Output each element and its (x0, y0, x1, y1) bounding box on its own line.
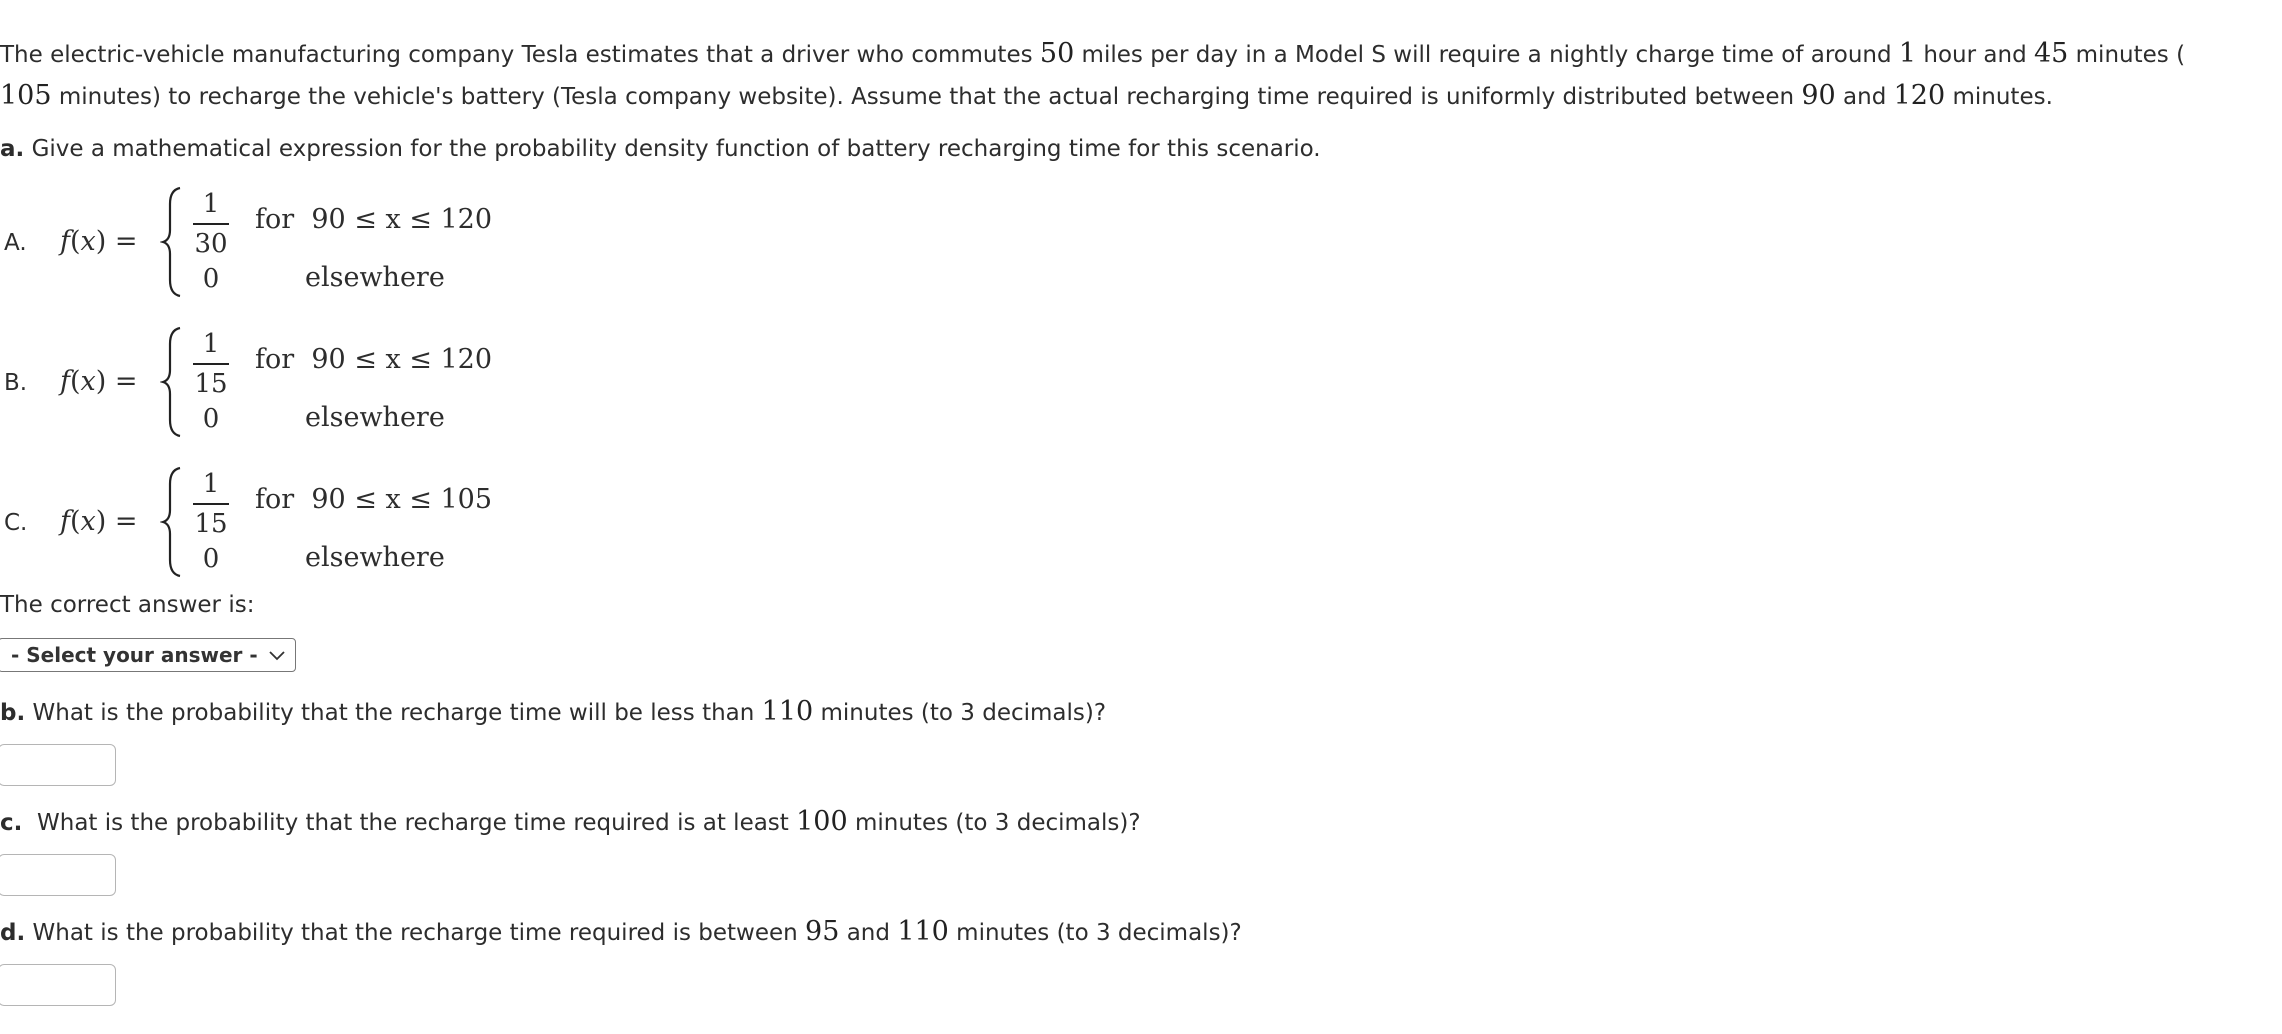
answer-d-input[interactable] (0, 964, 116, 1006)
left-brace-icon (160, 466, 184, 578)
fraction: 1 30 (194, 189, 228, 259)
chevron-down-icon (267, 642, 287, 668)
question-number: 100 (796, 806, 848, 837)
intro-line-2 (0, 82, 2053, 109)
question-text: minutes (to 3 decimals)? (813, 700, 1107, 726)
part-label: b. (0, 700, 26, 726)
elsewhere-label: elsewhere (305, 262, 445, 293)
intro-number: 90 (1801, 80, 1836, 111)
zero-value: 0 (202, 264, 220, 294)
question-text: What is the probability that the recharge time required is at least (22, 810, 797, 836)
part-label: c. (0, 810, 23, 836)
answer-b-input[interactable] (0, 744, 116, 786)
intro-text: minutes. (1945, 84, 2053, 110)
intro-number: 45 (2033, 38, 2069, 69)
question-number: 110 (897, 916, 949, 947)
option-b[interactable] (0, 326, 520, 438)
intro-number: 1 (1898, 38, 1917, 69)
fraction: 1 15 (194, 469, 228, 539)
intro-text: and (1835, 84, 1894, 110)
zero-value: 0 (202, 544, 220, 574)
question-text: What is the probability that the recharge time required is between (25, 920, 806, 946)
answer-c-input[interactable] (0, 854, 116, 896)
option-letter: B. (4, 370, 28, 396)
fraction: 1 15 (194, 329, 228, 399)
intro-text: minutes) to recharge the vehicle's battery (Tesla company website). Assume that the actual recharging time required is uniformly distributed between (51, 84, 1802, 110)
part-d-question (0, 918, 1242, 945)
option-a[interactable] (0, 186, 520, 298)
select-value: - Select your answer - (11, 643, 258, 667)
function-lhs: f(x) = (60, 366, 138, 397)
question-text: and (839, 920, 898, 946)
question-text: What is the probability that the recharge time will be less than (25, 700, 762, 726)
option-c[interactable] (0, 466, 520, 578)
intro-text: The electric-vehicle manufacturing company Tesla estimates that a driver who commutes (0, 42, 1040, 68)
part-label: a. (0, 136, 25, 162)
question-text: minutes (to 3 decimals)? (948, 920, 1242, 946)
elsewhere-label: elsewhere (305, 402, 445, 433)
part-label: d. (0, 920, 26, 946)
domain-condition: for 90 ≤ x ≤ 120 (255, 344, 493, 375)
intro-number: 50 (1039, 38, 1075, 69)
left-brace-icon (160, 326, 184, 438)
intro-text: hour and (1916, 42, 2034, 68)
domain-condition: for 90 ≤ x ≤ 120 (255, 204, 493, 235)
function-lhs: f(x) = (60, 506, 138, 537)
intro-number: 105 (0, 80, 52, 111)
part-c-question (0, 808, 1141, 835)
intro-number: 120 (1893, 80, 1946, 111)
question-number: 110 (761, 696, 814, 727)
elsewhere-label: elsewhere (305, 542, 445, 573)
option-letter: C. (4, 510, 28, 536)
domain-condition: for 90 ≤ x ≤ 105 (255, 484, 493, 515)
question-number: 95 (805, 916, 840, 947)
part-a-question (0, 138, 1321, 161)
left-brace-icon (160, 186, 184, 298)
zero-value: 0 (202, 404, 220, 434)
part-b-question (0, 698, 1106, 725)
question-text: Give a mathematical expression for the probability density function of battery recharging time for this scenario. (24, 136, 1321, 162)
option-letter: A. (4, 230, 27, 256)
correct-answer-label: The correct answer is: (0, 592, 255, 618)
intro-text: miles per day in a Model S will require a nightly charge time of around (1074, 42, 1899, 68)
question-text: minutes (to 3 decimals)? (847, 810, 1141, 836)
intro-line-1 (0, 40, 2185, 67)
answer-select[interactable] (0, 638, 296, 672)
function-lhs: f(x) = (60, 226, 138, 257)
intro-text: minutes ( (2068, 42, 2186, 68)
